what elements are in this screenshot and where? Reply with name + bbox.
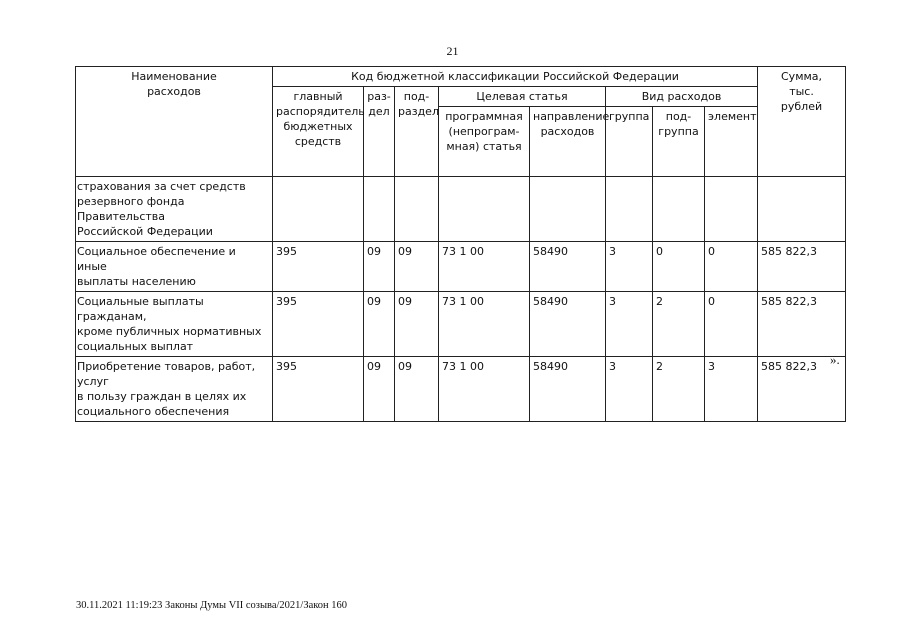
header-group: группа: [606, 107, 653, 177]
cell-section: 09: [364, 292, 395, 357]
cell-manager: 395: [273, 292, 364, 357]
cell-program: [439, 177, 530, 242]
cell-element: 0: [705, 242, 758, 292]
cell-element: 3: [705, 357, 758, 422]
header-target-article: Целевая статья: [439, 87, 606, 107]
header-name: Наименование расходов: [76, 67, 273, 177]
header-expense-type: Вид расходов: [606, 87, 758, 107]
cell-direction: 58490: [530, 242, 606, 292]
document-footer: 30.11.2021 11:19:23 Законы Думы VII созыва/2021/Закон 160: [76, 600, 348, 611]
header-direction: направление расходов: [530, 107, 606, 177]
header-code-group: Код бюджетной классификации Российской Федерации: [273, 67, 758, 87]
cell-amount: 585 822,3: [758, 292, 846, 357]
cell-group: [606, 177, 653, 242]
cell-amount: 585 822,3: [758, 357, 846, 422]
cell-manager: 395: [273, 242, 364, 292]
header-row-1: [76, 67, 846, 87]
cell-section: [364, 177, 395, 242]
cell-name: Социальные выплаты гражданам, кроме публичных нормативных социальных выплат: [76, 292, 273, 357]
cell-name: Социальное обеспечение и иные выплаты населению: [76, 242, 273, 292]
cell-subsection: 09: [395, 242, 439, 292]
cell-amount: [758, 177, 846, 242]
cell-direction: 58490: [530, 357, 606, 422]
cell-program: 73 1 00: [439, 292, 530, 357]
header-main-manager: главный распорядитель бюджетных средств: [273, 87, 364, 177]
table-body: [76, 177, 846, 422]
table-row: [76, 177, 846, 242]
header-program: программная (непрограм- мная) статья: [439, 107, 530, 177]
header-element: элемент: [705, 107, 758, 177]
cell-name: Приобретение товаров, работ, услуг в пользу граждан в целях их социального обеспечения: [76, 357, 273, 422]
cell-subgroup: [653, 177, 705, 242]
cell-manager: [273, 177, 364, 242]
cell-element: 0: [705, 292, 758, 357]
cell-group: 3: [606, 357, 653, 422]
table-row: [76, 357, 846, 422]
table-row: [76, 292, 846, 357]
cell-direction: 58490: [530, 292, 606, 357]
cell-name: страхования за счет средств резервного фонда Правительства Российской Федерации: [76, 177, 273, 242]
budget-table: [75, 66, 846, 422]
closing-quote-mark: ».: [830, 352, 840, 367]
cell-group: 3: [606, 242, 653, 292]
cell-subgroup: 2: [653, 357, 705, 422]
cell-program: 73 1 00: [439, 357, 530, 422]
cell-element: [705, 177, 758, 242]
header-subgroup: под- группа: [653, 107, 705, 177]
table-row: [76, 242, 846, 292]
cell-subgroup: 2: [653, 292, 705, 357]
page-number: 21: [446, 44, 459, 58]
cell-subsection: [395, 177, 439, 242]
header-subsection: под- раздел: [395, 87, 439, 177]
cell-program: 73 1 00: [439, 242, 530, 292]
cell-section: 09: [364, 242, 395, 292]
header-section: раз- дел: [364, 87, 395, 177]
cell-direction: [530, 177, 606, 242]
cell-subsection: 09: [395, 357, 439, 422]
cell-amount: 585 822,3: [758, 242, 846, 292]
cell-manager: 395: [273, 357, 364, 422]
cell-group: 3: [606, 292, 653, 357]
cell-subsection: 09: [395, 292, 439, 357]
cell-subgroup: 0: [653, 242, 705, 292]
header-amount: Сумма, тыс. рублей: [758, 67, 846, 177]
cell-section: 09: [364, 357, 395, 422]
